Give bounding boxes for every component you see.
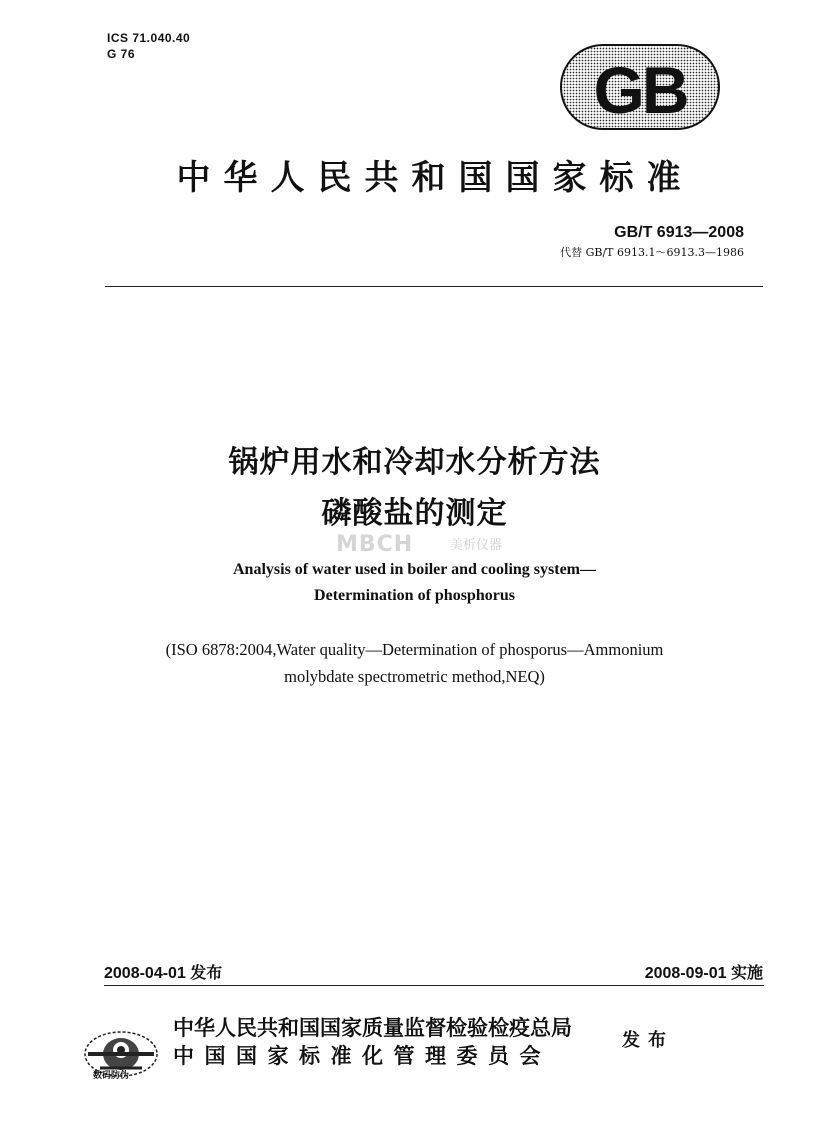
iso-reference-line2: molybdate spectrometric method,NEQ) [284,667,545,686]
publish-label: 发布 [622,1030,674,1051]
watermark-logo: MBCH [336,532,414,557]
chinese-title-line1: 锅炉用水和冷却水分析方法 [228,445,601,480]
chinese-title-line2: 磷酸盐的测定 [321,496,508,531]
standard-number: GB/T 6913—2008 [614,224,744,241]
english-title-line1: Analysis of water used in boiler and cooling system— [233,561,596,578]
classification-codes [107,30,190,62]
iso-reference-line1: (ISO 6878:2004,Water quality—Determination of phosporus—Ammonium [165,640,664,659]
ics-code: ICS 71.040.40 [107,31,191,45]
standard-title: 中华人民共和国国家标准 [176,158,694,198]
replaces-standard: 代替 GB/T 6913.1～6913.3—1986 [560,246,744,259]
seal-label: 数码防伪 [93,1071,130,1081]
watermark-text: 美析仪器 [450,538,503,553]
issuer-line2: 中国国家标准化管理委员会 [173,1044,551,1068]
gb-logo-icon [560,44,720,130]
issuer-line1: 中华人民共和国国家质量监督检验检疫总局 [173,1016,572,1040]
issue-date: 2008-04-01 发布 [104,965,223,982]
english-title-line2: Determination of phosphorus [314,587,515,604]
implementation-date: 2008-09-01 实施 [644,965,763,982]
footer-divider [104,985,764,986]
svg-text:GB: GB [593,53,687,127]
header-divider [105,286,763,287]
ccs-code: G 76 [107,47,136,61]
